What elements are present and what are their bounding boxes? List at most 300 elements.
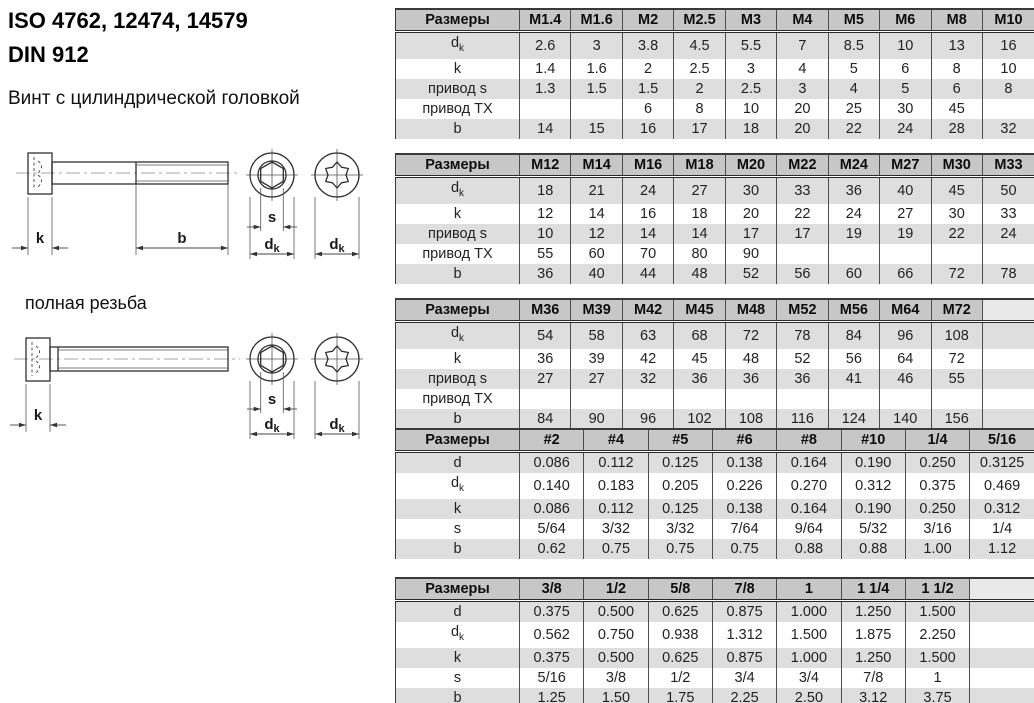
row-label: привод s [396,369,520,389]
value-cell: 3/32 [584,519,648,539]
value-cell: 5 [828,59,879,79]
column-header: M45 [674,299,725,322]
row-label: s [453,520,462,537]
value-cell: 0.112 [584,452,648,474]
value-cell: 0.750 [584,622,648,648]
value-cell [880,244,931,264]
value-cell: 0.112 [584,499,648,519]
full-thread-caption: полная резьба [25,293,147,313]
value-cell: 1/4 [970,519,1034,539]
dim-label-k: k [35,230,45,247]
column-header: 1/2 [584,578,648,601]
value-cell [931,389,982,409]
value-cell: 0.375 [905,473,969,499]
row-label: k [453,60,462,77]
blank-cell [982,369,1034,389]
value-cell: 72 [725,322,776,349]
value-cell: 18 [520,177,571,204]
value-cell: 10 [725,99,776,119]
value-cell: 32 [622,369,673,389]
value-cell: 42 [622,349,673,369]
value-cell: 36 [725,369,776,389]
value-cell: 39 [571,349,622,369]
value-cell: 96 [880,322,931,349]
value-cell: 1.500 [905,601,969,623]
column-header: M8 [931,9,982,32]
value-cell: 48 [725,349,776,369]
column-header: M30 [931,154,982,177]
value-cell [880,389,931,409]
value-cell: 3.12 [841,688,905,703]
value-cell: 0.125 [648,499,712,519]
value-cell: 10 [520,224,571,244]
value-cell: 14 [674,224,725,244]
row-label: привод TX [422,100,493,117]
value-cell: 33 [777,177,828,204]
value-cell: 0.62 [520,539,584,559]
column-header: M48 [725,299,776,322]
value-cell: 45 [931,99,982,119]
dim-label-dk: $d_k$ [329,416,345,435]
value-cell: 6 [931,79,982,99]
value-cell: 1.000 [777,648,841,668]
page-title-iso: ISO 4762, 12474, 14579 [8,8,248,33]
value-cell: 1 [905,668,969,688]
column-header: M52 [777,299,828,322]
value-cell: 63 [622,322,673,349]
blank-column-header [970,578,1034,601]
column-header: 1 1/4 [841,578,905,601]
column-header: M2 [622,9,673,32]
column-header: M1.6 [571,9,622,32]
value-cell: 80 [674,244,725,264]
column-header: 5/8 [648,578,712,601]
corner-header: Размеры [396,154,520,177]
inch-table-small [395,428,1034,559]
value-cell: 0.164 [777,499,841,519]
value-cell: 24 [828,204,879,224]
value-cell: 6 [622,99,673,119]
value-cell: 22 [931,224,982,244]
value-cell: 25 [828,99,879,119]
value-cell: 27 [674,177,725,204]
value-cell: 16 [622,204,673,224]
value-cell: 0.500 [584,601,648,623]
value-cell: 1.4 [520,59,571,79]
blank-cell [970,622,1034,648]
dim-label-s: s [267,209,277,226]
value-cell: 108 [725,409,776,429]
value-cell: 0.086 [520,452,584,474]
value-cell: 1.250 [841,648,905,668]
value-cell: 7/8 [841,668,905,688]
value-cell: 3 [777,79,828,99]
value-cell: 1.50 [584,688,648,703]
column-header: M10 [982,9,1034,32]
value-cell: 0.88 [777,539,841,559]
page-title-din: DIN 912 [8,42,89,67]
value-cell: 3.8 [622,32,673,59]
value-cell [828,244,879,264]
value-cell: 1.5 [622,79,673,99]
value-cell: 22 [828,119,879,139]
row-label: s [453,669,462,686]
column-header: M39 [571,299,622,322]
column-header: #8 [777,429,841,452]
value-cell: 70 [622,244,673,264]
row-label: привод TX [422,245,493,262]
value-cell: 1.312 [712,622,776,648]
value-cell: 0.140 [520,473,584,499]
value-cell: 3.75 [905,688,969,703]
value-cell [571,99,622,119]
column-header: M64 [880,299,931,322]
blank-cell [970,648,1034,668]
value-cell: 9/64 [777,519,841,539]
value-cell: 0.312 [841,473,905,499]
column-header: M3 [725,9,776,32]
column-header: M20 [725,154,776,177]
row-label: d [396,601,520,623]
value-cell: 20 [777,99,828,119]
value-cell: 0.270 [777,473,841,499]
value-cell: 124 [828,409,879,429]
blank-cell [970,688,1034,703]
value-cell: 84 [828,322,879,349]
value-cell: 8 [931,59,982,79]
value-cell: 46 [880,369,931,389]
value-cell: 3 [725,59,776,79]
blank-cell [970,668,1034,688]
value-cell: 36 [674,369,725,389]
value-cell: 3/8 [584,668,648,688]
row-label: $d_k$ [450,475,465,494]
value-cell [622,389,673,409]
value-cell: 1/2 [648,668,712,688]
value-cell: 1.5 [571,79,622,99]
blank-cell [982,409,1034,429]
value-cell: 27 [571,369,622,389]
value-cell: 1.000 [777,601,841,623]
dim-label-k: k [33,407,43,424]
value-cell: 3/4 [712,668,776,688]
column-header: 3/8 [520,578,584,601]
value-cell: 0.125 [648,452,712,474]
value-cell: 30 [880,99,931,119]
value-cell: 52 [725,264,776,284]
metric-table-large [395,298,1034,429]
value-cell: 33 [982,204,1034,224]
value-cell: 0.469 [970,473,1034,499]
value-cell: 28 [931,119,982,139]
corner-header: Размеры [396,9,520,32]
value-cell: 56 [777,264,828,284]
value-cell: 0.875 [712,601,776,623]
value-cell: 4.5 [674,32,725,59]
value-cell: 24 [622,177,673,204]
value-cell: 55 [931,369,982,389]
value-cell: 16 [982,32,1034,59]
column-header: M22 [777,154,828,177]
value-cell: 0.138 [712,499,776,519]
value-cell: 156 [931,409,982,429]
value-cell: 60 [571,244,622,264]
value-cell: 36 [520,349,571,369]
inch-table-large [395,577,1034,703]
value-cell: 2.250 [905,622,969,648]
column-header: M72 [931,299,982,322]
value-cell: 27 [520,369,571,389]
value-cell: 0.375 [520,648,584,668]
value-cell: 0.086 [520,499,584,519]
column-header: M24 [828,154,879,177]
row-label: b [396,119,520,139]
value-cell: 5/32 [841,519,905,539]
value-cell [982,244,1034,264]
value-cell: 44 [622,264,673,284]
column-header: 7/8 [712,578,776,601]
value-cell: 10 [982,59,1034,79]
value-cell: 8 [674,99,725,119]
row-label: k [396,499,520,519]
value-cell: 36 [520,264,571,284]
column-header: M2.5 [674,9,725,32]
value-cell: 72 [931,264,982,284]
value-cell: 0.250 [905,452,969,474]
value-cell: 3/4 [777,668,841,688]
value-cell: 2.6 [520,32,571,59]
value-cell: 102 [674,409,725,429]
value-cell: 0.226 [712,473,776,499]
value-cell [931,244,982,264]
row-label: b [396,688,520,703]
column-header: #10 [841,429,905,452]
column-header: M33 [982,154,1034,177]
value-cell: 4 [777,59,828,79]
dim-label-dk: $d_k$ [329,236,345,255]
value-cell: 116 [777,409,828,429]
value-cell [777,244,828,264]
value-cell [725,389,776,409]
value-cell: 78 [982,264,1034,284]
value-cell: 96 [622,409,673,429]
row-label: $d_k$ [396,322,520,349]
value-cell: 50 [982,177,1034,204]
corner-header: Размеры [396,429,520,452]
value-cell: 108 [931,322,982,349]
value-cell: 27 [880,204,931,224]
value-cell: 0.88 [841,539,905,559]
value-cell: 0.183 [584,473,648,499]
value-cell: 16 [622,119,673,139]
value-cell: 1.3 [520,79,571,99]
metric-table-small [395,8,1034,139]
value-cell: 36 [828,177,879,204]
screw-drawing-partial-thread [0,145,390,275]
value-cell: 2 [674,79,725,99]
value-cell: 12 [520,204,571,224]
value-cell: 5/64 [520,519,584,539]
value-cell: 0.75 [712,539,776,559]
row-label: b [396,264,520,284]
value-cell: 2.50 [777,688,841,703]
row-label: b [396,539,520,559]
column-header: 5/16 [970,429,1034,452]
value-cell: 0.562 [520,622,584,648]
value-cell: 1.500 [905,648,969,668]
value-cell [828,389,879,409]
value-cell: 0.164 [777,452,841,474]
value-cell: 40 [571,264,622,284]
value-cell: 0.75 [584,539,648,559]
value-cell: 0.190 [841,499,905,519]
row-label: привод TX [422,390,493,407]
value-cell: 90 [571,409,622,429]
column-header: M27 [880,154,931,177]
value-cell: 2.5 [674,59,725,79]
value-cell: 30 [725,177,776,204]
value-cell: 14 [520,119,571,139]
value-cell: 41 [828,369,879,389]
screw-drawing-full-thread [0,320,390,452]
value-cell: 17 [777,224,828,244]
column-header: M4 [777,9,828,32]
dim-label-dk: $d_k$ [264,416,280,435]
value-cell: 1.00 [905,539,969,559]
value-cell: 7/64 [712,519,776,539]
value-cell: 0.625 [648,601,712,623]
value-cell: 13 [931,32,982,59]
value-cell: 2 [622,59,673,79]
column-header: M5 [828,9,879,32]
value-cell: 140 [880,409,931,429]
value-cell: 58 [571,322,622,349]
blank-cell [982,389,1034,409]
value-cell: 18 [725,119,776,139]
row-label: $d_k$ [396,177,520,204]
column-header: M14 [571,154,622,177]
dim-label-b: b [177,230,187,247]
value-cell: 20 [725,204,776,224]
column-header: #6 [712,429,776,452]
value-cell: 56 [828,349,879,369]
column-header: M18 [674,154,725,177]
value-cell: 0.875 [712,648,776,668]
value-cell: 21 [571,177,622,204]
value-cell: 1.75 [648,688,712,703]
value-cell: 40 [880,177,931,204]
value-cell: 68 [674,322,725,349]
value-cell [982,99,1034,119]
row-label: k [453,205,462,222]
value-cell: 5 [880,79,931,99]
value-cell: 72 [931,349,982,369]
value-cell [674,389,725,409]
value-cell: 3/16 [905,519,969,539]
value-cell: 0.625 [648,648,712,668]
value-cell: 22 [777,204,828,224]
value-cell: 14 [622,224,673,244]
value-cell [571,389,622,409]
corner-header: Размеры [396,299,520,322]
value-cell: 52 [777,349,828,369]
value-cell: 0.205 [648,473,712,499]
column-header: M56 [828,299,879,322]
value-cell: 17 [674,119,725,139]
row-label: привод s [396,79,520,99]
column-header: M12 [520,154,571,177]
column-header: 1 1/2 [905,578,969,601]
value-cell: 3 [571,32,622,59]
value-cell: 2.5 [725,79,776,99]
value-cell: 60 [828,264,879,284]
column-header: M16 [622,154,673,177]
value-cell: 0.250 [905,499,969,519]
row-label: b [396,409,520,429]
value-cell: 0.75 [648,539,712,559]
value-cell [777,389,828,409]
value-cell: 8 [982,79,1034,99]
dim-label-dk: $d_k$ [264,236,280,255]
value-cell: 1.12 [970,539,1034,559]
value-cell: 4 [828,79,879,99]
metric-table-medium [395,153,1034,284]
value-cell: 84 [520,409,571,429]
value-cell: 24 [880,119,931,139]
blank-cell [982,322,1034,349]
value-cell: 5/16 [520,668,584,688]
column-header: #5 [648,429,712,452]
value-cell: 32 [982,119,1034,139]
column-header: 1 [777,578,841,601]
title-block [8,4,248,72]
value-cell: 18 [674,204,725,224]
value-cell: 54 [520,322,571,349]
value-cell: 48 [674,264,725,284]
row-label: $d_k$ [396,32,520,59]
value-cell: 5.5 [725,32,776,59]
value-cell: 64 [880,349,931,369]
row-label: k [453,350,462,367]
value-cell: 24 [982,224,1034,244]
value-cell: 10 [880,32,931,59]
value-cell: 45 [931,177,982,204]
value-cell: 7 [777,32,828,59]
value-cell [520,389,571,409]
value-cell [520,99,571,119]
dim-label-s: s [267,391,277,408]
value-cell: 0.3125 [970,452,1034,474]
blank-cell [970,601,1034,623]
value-cell: 0.938 [648,622,712,648]
value-cell: 0.190 [841,452,905,474]
value-cell: 17 [725,224,776,244]
page-subtitle: Винт с цилиндрической головкой [8,88,300,109]
column-header: M1.4 [520,9,571,32]
value-cell: 6 [880,59,931,79]
value-cell: 55 [520,244,571,264]
value-cell: 45 [674,349,725,369]
value-cell: 3/32 [648,519,712,539]
value-cell: 0.375 [520,601,584,623]
value-cell: 66 [880,264,931,284]
row-label: $d_k$ [450,624,465,643]
column-header: #4 [584,429,648,452]
row-label: привод s [396,224,520,244]
value-cell: 2.25 [712,688,776,703]
value-cell: 1.875 [841,622,905,648]
value-cell: 1.6 [571,59,622,79]
